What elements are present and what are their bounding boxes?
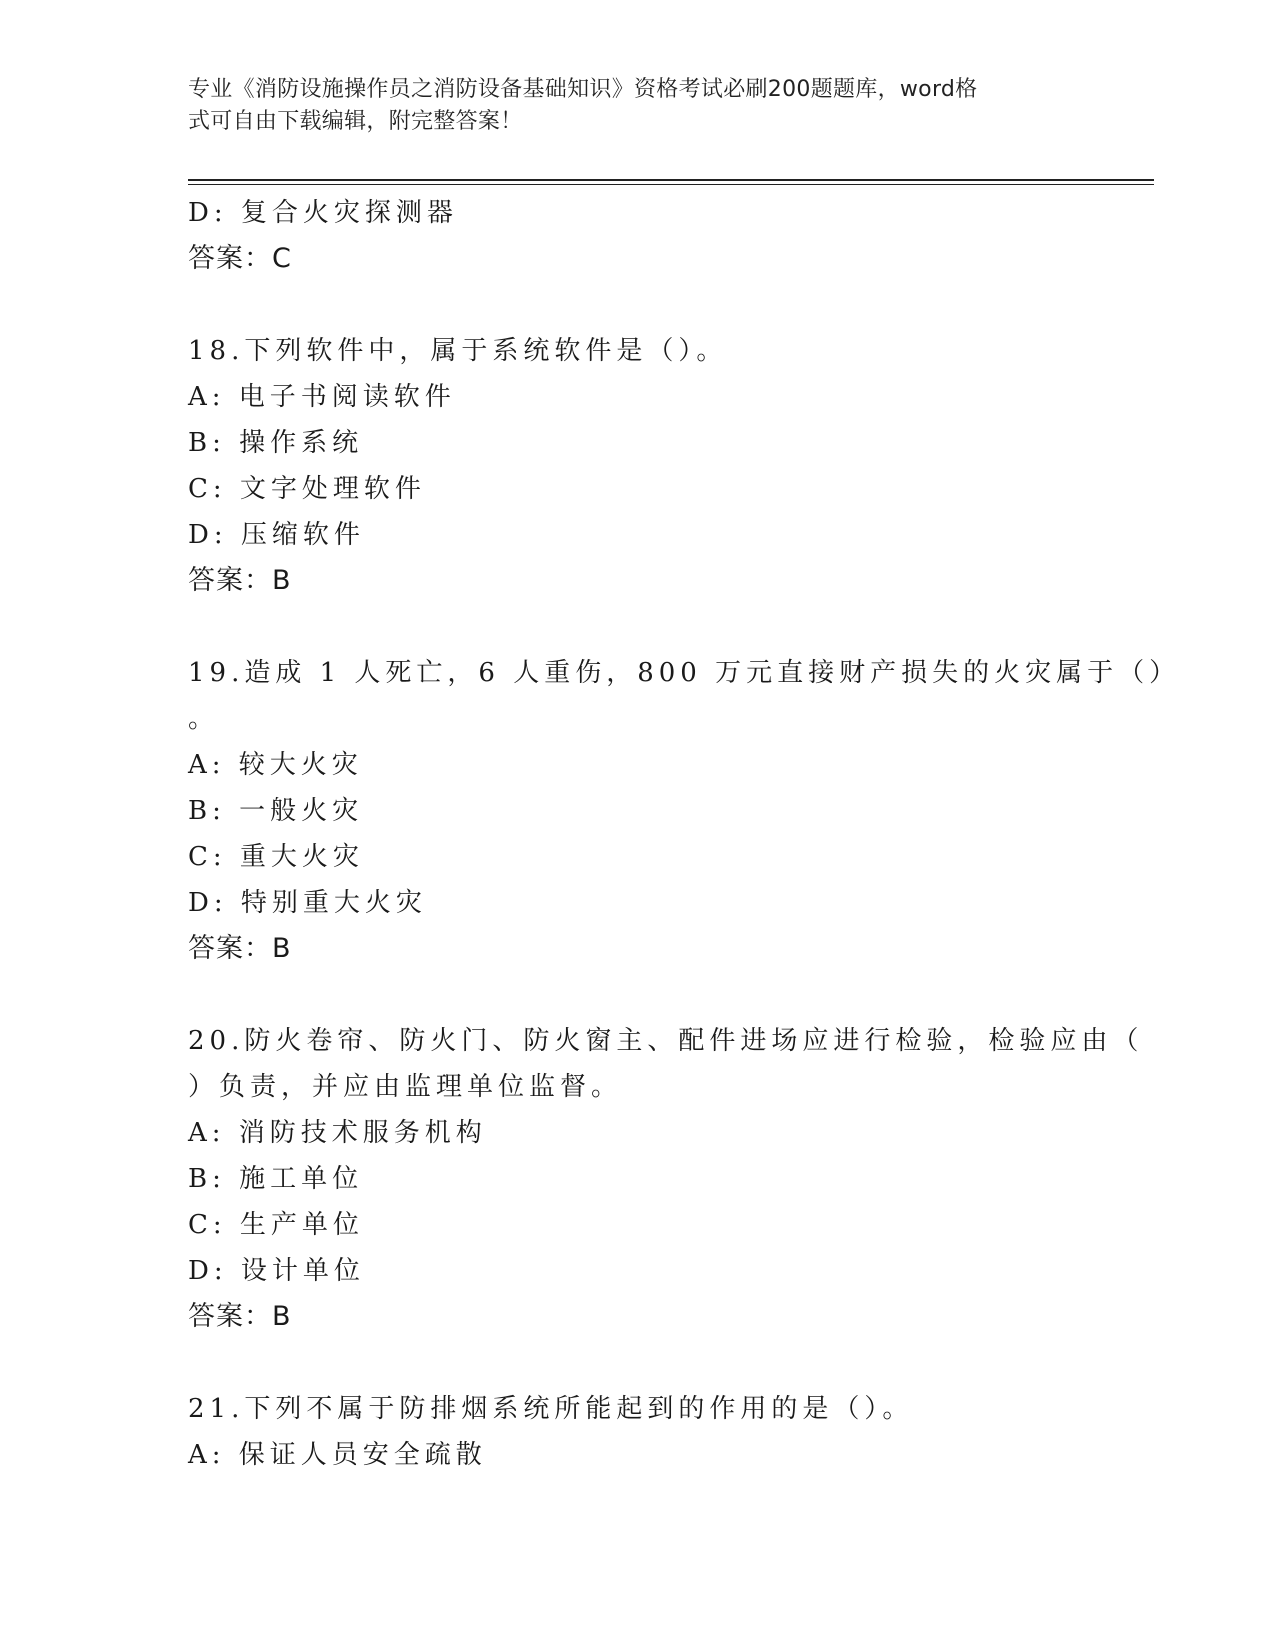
option-d: D: 特别重大火灾 <box>188 888 427 918</box>
option-b: B: 一般火灾 <box>188 796 364 826</box>
question-18 <box>188 328 1088 604</box>
header-divider-thin <box>188 184 1154 185</box>
question-21 <box>188 1386 1088 1478</box>
question-19 <box>188 650 1181 972</box>
option-c: C: 重大火灾 <box>188 842 364 872</box>
question-list <box>188 190 1181 1478</box>
option-b: B: 施工单位 <box>188 1164 364 1194</box>
answer-line: 答案：B <box>188 1301 292 1332</box>
question-stem: 18.下列软件中，属于系统软件是（）。 <box>188 336 728 366</box>
question-stem: 21.下列不属于防排烟系统所能起到的作用的是（）。 <box>188 1394 914 1424</box>
spacer <box>188 972 1088 1018</box>
question-stem-line-2: 。 <box>188 704 220 734</box>
option-a: A: 较大火灾 <box>188 750 363 780</box>
answer-line: 答案：B <box>188 565 292 596</box>
header-line-1: 专业《消防设施操作员之消防设备基础知识》资格考试必刷200题题库，word格 <box>188 77 978 102</box>
option-d: D: 压缩软件 <box>188 520 365 550</box>
spacer <box>188 1340 1088 1386</box>
question-17 <box>188 190 1088 282</box>
document-header <box>188 74 1078 138</box>
option-c: C: 文字处理软件 <box>188 474 426 504</box>
option-a: A: 保证人员安全疏散 <box>188 1440 487 1470</box>
question-stem-line-1: 19.造成 1 人死亡，6 人重伤，800 万元直接财产损失的火灾属于（） <box>188 658 1181 688</box>
option-b: B: 操作系统 <box>188 428 364 458</box>
option-a: A: 电子书阅读软件 <box>188 382 456 412</box>
question-20 <box>188 1018 1144 1340</box>
option-d: D: 设计单位 <box>188 1256 365 1286</box>
spacer <box>188 282 1088 328</box>
answer-line: 答案：B <box>188 933 292 964</box>
spacer <box>188 604 1088 650</box>
option-c: C: 生产单位 <box>188 1210 364 1240</box>
header-divider-thick <box>188 179 1154 181</box>
question-stem-line-2: ）负责，并应由监理单位监督。 <box>188 1072 623 1102</box>
option-d: D: 复合火灾探测器 <box>188 198 458 228</box>
question-stem-line-1: 20.防火卷帘、防火门、防火窗主、配件进场应进行检验，检验应由（ <box>188 1026 1144 1056</box>
header-line-2: 式可自由下载编辑，附完整答案！ <box>188 109 523 134</box>
answer-line: 答案：C <box>188 243 292 274</box>
option-a: A: 消防技术服务机构 <box>188 1118 487 1148</box>
